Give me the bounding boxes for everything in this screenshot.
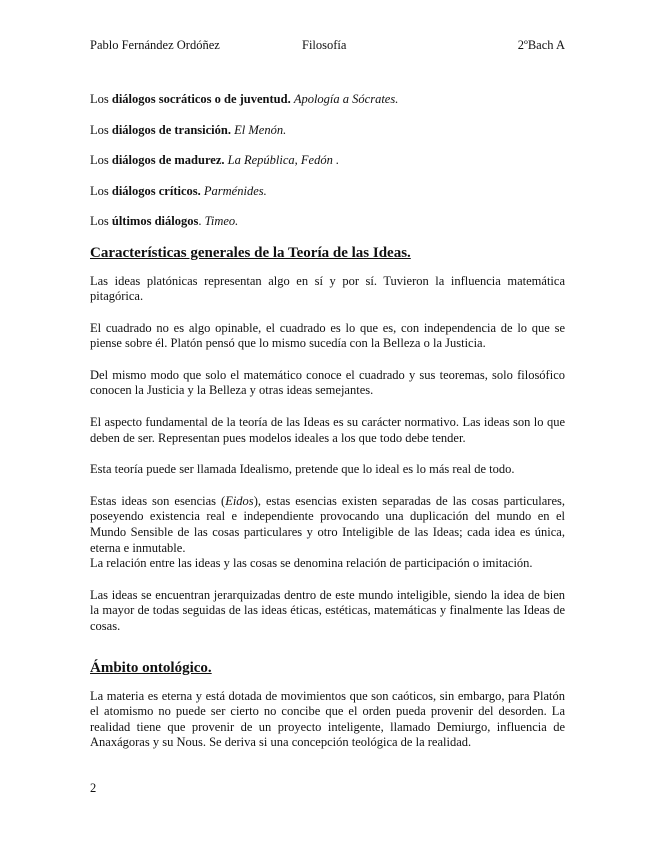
section-title-ontological: Ámbito ontológico.	[90, 659, 212, 676]
dialogue-work: Parménides.	[203, 183, 267, 198]
dialogue-label: diálogos socráticos o de juventud.	[111, 92, 291, 106]
paragraph: Esta teoría puede ser llamada Idealismo, pretende que lo ideal es lo más real de todo.	[90, 462, 515, 477]
paragraph: La materia es eterna y está dotada de movimientos que son caóticos, sin embargo, para Platón el atomismo no puede ser cierto no concibe que el orden pueda provenir del desorden. La realidad tiene que provenir de un proyecto inteligente, llamado Demiurgo, influencia de Anaxágoras y su Nous. Se deriva si una concepción teológica de la realidad.	[90, 688, 565, 750]
dialogue-label: diálogos de transición.	[111, 122, 231, 137]
header-course: 2ºBach A	[517, 38, 565, 52]
dialogue-work: Timeo.	[204, 214, 239, 228]
dialogue-label: diálogos críticos.	[111, 183, 201, 198]
page-header	[90, 38, 565, 54]
dialogue-item: Los diálogos socráticos o de juventud. Apología a Sócrates.	[90, 92, 399, 106]
dialogue-label: diálogos de madurez.	[111, 153, 225, 167]
paragraph: Las ideas platónicas representan algo en sí y por sí. Tuvieron la influencia matemática pitagórica.	[90, 273, 565, 304]
header-subject: Filosofía	[302, 38, 347, 52]
paragraph: El cuadrado no es algo opinable, el cuadrado es lo que es, con independencia de lo que se piense sobre él. Platón pensó que lo mismo sucedía con la Belleza o la Justicia.	[90, 320, 565, 351]
paragraph: Del mismo modo que solo el matemático conoce el cuadrado y sus teoremas, solo filosófico conocen la Justicia y la Belleza y otras ideas semejantes.	[90, 367, 565, 398]
dialogue-item: Los diálogos de transición. El Menón.	[90, 122, 287, 137]
page-content	[90, 91, 565, 767]
dialogue-work: El Menón.	[234, 122, 287, 137]
eidos-term: Eidos	[225, 493, 254, 508]
dialogue-label: últimos diálogos	[111, 214, 199, 228]
paragraph: Estas ideas son esencias (Eidos), estas esencias existen separadas de las cosas particulares, poseyendo existencia real e independiente provocando una duplicación del mundo en el Mundo Sensible de las cosas particulares y otro Inteligible de las Ideas; cada idea es única, eterna e inmutable.	[90, 493, 565, 555]
dialogue-work: La República, Fedón .	[227, 153, 340, 167]
page-number: 2	[90, 781, 97, 795]
dialogue-item: Los últimos diálogos. Timeo.	[90, 214, 239, 228]
section-title-ideas-theory: Características generales de la Teoría de las Ideas.	[90, 244, 411, 261]
dialogue-item: Los diálogos de madurez. La República, Fedón .	[90, 153, 340, 167]
paragraph: Las ideas se encuentran jerarquizadas dentro de este mundo inteligible, siendo la idea de bien la mayor de todas seguidas de las ideas éticas, estéticas, matemáticas y finalmente las Ideas de cosas.	[90, 587, 565, 633]
header-author: Pablo Fernández Ordóñez	[90, 38, 220, 52]
dialogue-work: Apología a Sócrates.	[293, 92, 399, 106]
paragraph: El aspecto fundamental de la teoría de las Ideas es su carácter normativo. Las ideas son lo que deben de ser. Representan pues modelos ideales a los que todo debe tender.	[90, 415, 565, 445]
paragraph: La relación entre las ideas y las cosas se denomina relación de participación o imitación.	[90, 556, 533, 571]
dialogue-item: Los diálogos críticos. Parménides.	[90, 183, 267, 198]
